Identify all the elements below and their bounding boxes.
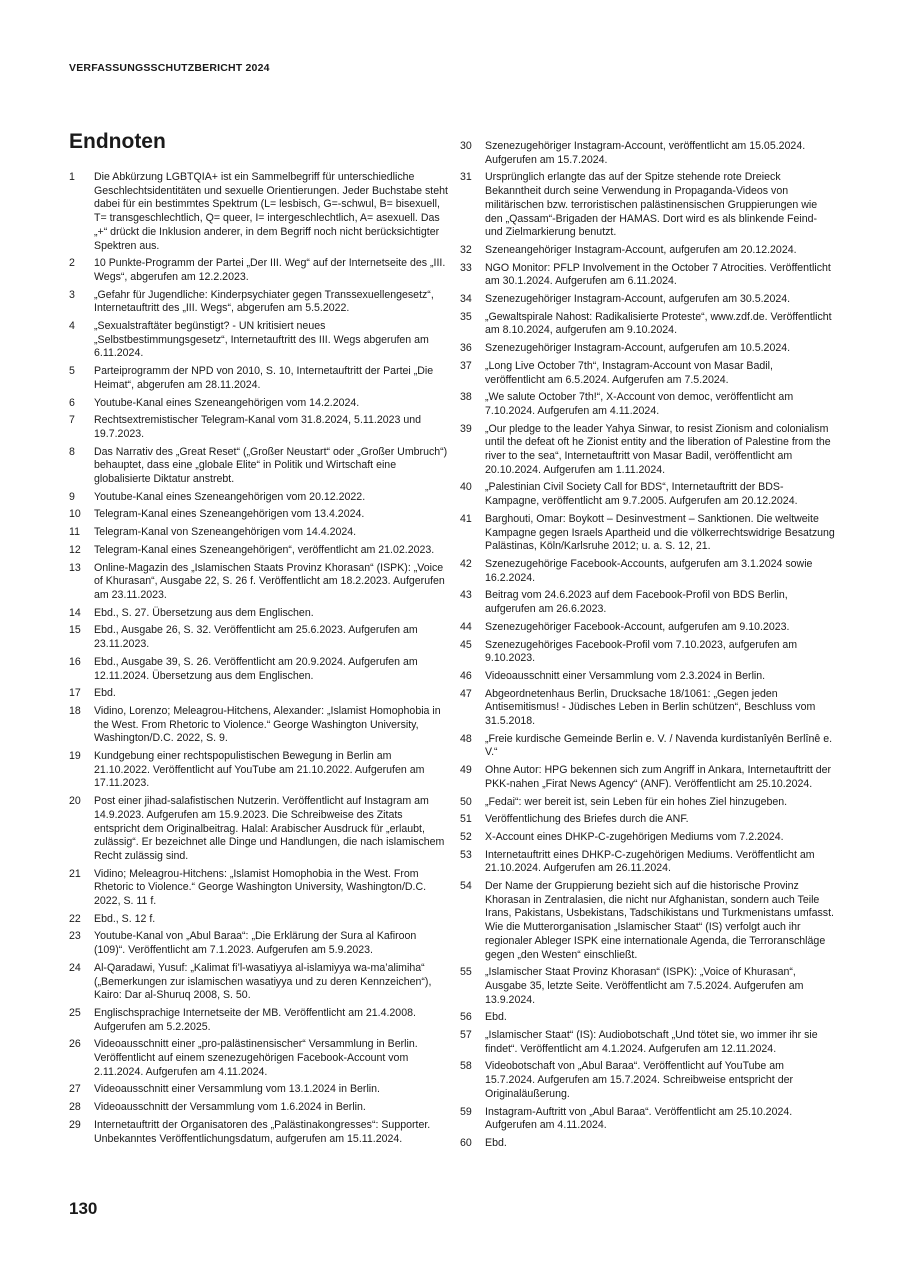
endnote-number: 45	[460, 638, 472, 651]
endnote-item	[69, 750, 449, 791]
endnote-text: Telegram-Kanal von Szeneangehörigen vom 14.4.2024.	[94, 526, 357, 539]
endnote-text: Online-Magazin des „Islamischen Staats Provinz Khorasan“ (ISPK): „Voice of Khurasan“, Ausgabe 22, S. 26 f. Veröffentlicht am 18.2.2023. Aufgerufen am 23.11.2023.	[94, 561, 445, 601]
endnote-number: 21	[69, 867, 81, 880]
endnote-item	[460, 391, 835, 418]
endnote-item	[460, 1106, 835, 1133]
endnote-item	[69, 705, 449, 746]
endnote-text: Kundgebung einer rechtspopulistischen Bewegung in Berlin am 21.10.2022. Veröffentlicht auf YouTube am 21.10.2022. Aufgerufen am 17.11.2023.	[94, 750, 425, 790]
endnote-item	[460, 1060, 835, 1101]
endnote-number: 54	[460, 880, 472, 893]
endnote-item	[69, 687, 449, 701]
endnote-item	[460, 140, 835, 167]
endnote-number: 2	[69, 257, 75, 270]
endnote-number: 19	[69, 750, 81, 763]
endnote-item	[460, 849, 835, 876]
endnote-number: 60	[460, 1137, 472, 1149]
endnote-number: 16	[69, 655, 81, 668]
endnote-number: 26	[69, 1038, 81, 1051]
endnote-item	[69, 795, 449, 864]
endnote-item	[460, 244, 835, 258]
endnote-text: Youtube-Kanal eines Szeneangehörigen vom 20.12.2022.	[94, 490, 366, 503]
endnote-text: Videoausschnitt einer Versammlung vom 13.1.2024 in Berlin.	[94, 1083, 380, 1096]
endnote-number: 8	[69, 445, 75, 458]
endnote-text: Instagram-Auftritt von „Abul Baraa“. Veröffentlicht am 25.10.2024. Aufgerufen am 4.11.2024.	[485, 1105, 793, 1132]
endnote-text: „Long Live October 7th“, Instagram-Account von Masar Badil, veröffentlicht am 6.5.2024. Aufgerufen am 7.5.2024.	[485, 359, 773, 386]
endnote-number: 9	[69, 490, 75, 503]
endnote-item	[69, 397, 449, 411]
endnote-text: Szeneangehöriger Instagram-Account, aufgerufen am 20.12.2024.	[485, 243, 797, 256]
endnote-item	[69, 930, 449, 957]
endnote-text: Post einer jihad-salafistischen Nutzerin. Veröffentlicht auf Instagram am 14.9.2023. Aufgerufen am 15.9.2023. Die Schreibweise des Zitats entspricht dem Originalbeitrag. Halal: Arabischer Ausdruck für „erlaubt, zulässig“. Er bezeichnet alle Dinge und Handlungen, die nach islamischem Recht zulässig sind.	[94, 795, 445, 862]
endnote-text: Videoausschnitt einer Versammlung vom 2.3.2024 in Berlin.	[485, 669, 766, 682]
endnote-item	[460, 262, 835, 289]
endnote-text: „Islamischer Staat Provinz Khorasan“ (ISPK): „Voice of Khurasan“, Ausgabe 35, letzte Seite. Veröffentlicht am 7.5.2024. Aufgerufen am 13.9.2024.	[485, 966, 804, 1006]
endnote-text: 10 Punkte-Programm der Partei „Der III. Weg“ auf der Internetseite des „III. Wegs“, abgerufen am 12.2.2023.	[94, 257, 446, 283]
endnote-text: Die Abkürzung LGBTQIA+ ist ein Sammelbegriff für unterschiedliche Geschlechtsidentitäten und sexuelle Orientierungen. Jeder Buchstabe steht dabei für ein bestimmtes Spektrum (L= lesbisch, G=-schwul, B= bisexuell, T= transgeschlechtlich, Q= queer, I= intergeschlechtlich, A= asexuell. Das „+“ drückt die Inklusion anderer, in dem Begriff noch nicht berücksichtigter Spektren aus.	[94, 171, 448, 252]
endnote-number: 32	[460, 243, 472, 256]
endnotes-left-column	[69, 171, 449, 1150]
endnote-number: 22	[69, 912, 81, 925]
endnote-number: 50	[460, 795, 472, 808]
endnote-number: 53	[460, 848, 472, 861]
endnote-item	[460, 293, 835, 307]
endnote-item	[69, 624, 449, 651]
endnote-text: Ebd., S. 27. Übersetzung aus dem Englischen.	[94, 606, 314, 619]
endnote-number: 56	[460, 1011, 472, 1024]
endnote-number: 34	[460, 293, 472, 306]
endnote-text: Barghouti, Omar: Boykott – Desinvestment – Sanktionen. Die weltweite Kampagne gegen Israels Apartheid und die völkerrechtswidrige Besatzung Palästinas, Köln/Karlsruhe 2012; u. a. S. 12, 21.	[485, 512, 835, 553]
endnote-text: Vidino; Meleagrou-Hitchens: „Islamist Homophobia in the West. From Rhetoric to Violence.“ George Washington University, Washington/D.C. 2022, S. 11 f.	[94, 867, 427, 908]
endnote-number: 17	[69, 687, 81, 700]
endnote-text: „We salute October 7th!“, X-Account von democ, veröffentlicht am 7.10.2024. Aufgerufen am 4.11.2024.	[485, 391, 794, 417]
endnote-number: 11	[69, 526, 80, 539]
endnote-text: Al-Qaradawi, Yusuf: „Kalimat fi’l-wasatiyya al-islamiyya wa-ma’alimiha“ („Bemerkungen zur islamischen wasatiyya und zu deren Kennzeichen“), Kairo: Dar al-Shuruq 2008, S. 50.	[94, 961, 432, 1002]
endnote-number: 29	[69, 1118, 81, 1131]
endnotes-right-column	[460, 140, 835, 1155]
endnote-text: Ursprünglich erlangte das auf der Spitze stehende rote Dreieck Bekanntheit durch seine Verwendung in Propaganda-Videos von militärischen bzw. terroristischen palästinensischen Gruppierungen wie den „Qassam“-Brigaden der HAMAS. Dort wird es als blinkende Feind- und Zielmarkierung benutzt.	[485, 171, 818, 239]
endnote-text: Der Name der Gruppierung bezieht sich auf die historische Provinz Khorasan in Zentralasien, die nicht nur Afghanistan, sondern auch Teile Irans, Pakistans, Usbekistans, Tadschikistans und Turkmenistans umfasst. Wie die Mutterorganisation „Islamischer Staat“ (IS) verfolgt auch ihr regionaler Ableger ISPK eine internationale Agenda, die Terroranschläge gegen „den Westen“ einschließt.	[485, 880, 834, 961]
endnote-item	[69, 1101, 449, 1115]
endnote-text: Videobotschaft von „Abul Baraa“. Veröffentlicht auf YouTube am 15.7.2024. Aufgerufen am 15.7.2024. Schreibweise entspricht der Originaläußerung.	[485, 1060, 794, 1100]
endnote-number: 27	[69, 1083, 81, 1096]
endnote-item	[460, 1011, 835, 1025]
endnote-number: 23	[69, 930, 81, 943]
endnote-item	[460, 733, 835, 760]
endnote-number: 33	[460, 261, 472, 274]
endnote-number: 4	[69, 320, 75, 333]
endnote-text: Szenezugehöriger Facebook-Account, aufgerufen am 9.10.2023.	[485, 620, 790, 633]
endnote-text: „Fedai“: wer bereit ist, sein Leben für ein hohes Ziel hinzugeben.	[485, 795, 788, 808]
endnote-item	[69, 365, 449, 392]
endnote-text: „Freie kurdische Gemeinde Berlin e. V. / Navenda kurdistanîyên Berlînê e. V.“	[485, 732, 833, 759]
endnote-number: 15	[69, 624, 81, 637]
endnote-number: 59	[460, 1105, 472, 1118]
running-header: VERFASSUNGSSCHUTZBERICHT 2024	[69, 62, 270, 74]
endnote-number: 46	[460, 669, 472, 682]
endnote-number: 40	[460, 481, 472, 494]
endnote-text: „Gewaltspirale Nahost: Radikalisierte Proteste“, www.zdf.de. Veröffentlicht am 8.10.2024, aufgerufen am 9.10.2024.	[485, 310, 832, 337]
endnote-text: Szenezugehöriger Instagram-Account, veröffentlicht am 15.05.2024. Aufgerufen am 15.7.2024.	[485, 140, 806, 166]
endnote-number: 36	[460, 342, 472, 355]
endnote-number: 1	[69, 171, 75, 183]
endnote-item	[69, 913, 449, 927]
endnote-text: Vidino, Lorenzo; Meleagrou-Hitchens, Alexander: „Islamist Homophobia in the West. From Rhetoric to Violence.“ George Washington University, Washington/D.C. 2022, S. 9.	[94, 704, 441, 745]
endnote-text: „Palestinian Civil Society Call for BDS“, Internetauftritt der BDS-Kampagne, veröffentlicht am 9.7.2005. Aufgerufen am 20.12.2024.	[485, 481, 798, 508]
endnote-number: 28	[69, 1101, 81, 1114]
endnote-text: Internetauftritt eines DHKP-C-zugehörigen Mediums. Veröffentlicht am 21.10.2024. Aufgerufen am 26.11.2024.	[485, 848, 815, 875]
endnote-text: Videoausschnitt der Versammlung vom 1.6.2024 in Berlin.	[94, 1101, 366, 1114]
endnote-item	[460, 764, 835, 791]
endnote-item	[69, 1083, 449, 1097]
endnote-item	[69, 414, 449, 441]
endnote-text: „Sexualstraftäter begünstigt? - UN kritisiert neues „Selbstbestimmungsgesetz“, Internetauftritt des III. Wegs abgerufen am 6.11.2024.	[94, 320, 429, 360]
endnote-text: „Gefahr für Jugendliche: Kinderpsychiater gegen Transsexuellengesetz“, Internetauftritt des „III. Wegs“, abgerufen am 5.5.2022.	[94, 288, 434, 315]
endnote-item	[69, 1038, 449, 1079]
endnote-item	[460, 880, 835, 962]
endnote-text: Ebd., Ausgabe 39, S. 26. Veröffentlicht am 20.9.2024. Aufgerufen am 12.11.2024. Übersetzung aus dem Englischen.	[94, 655, 418, 682]
endnote-item	[460, 311, 835, 338]
endnote-text: Szenezugehöriges Facebook-Profil vom 7.10.2023, aufgerufen am 9.10.2023.	[485, 638, 798, 665]
endnote-item	[69, 526, 449, 540]
endnote-text: Youtube-Kanal von „Abul Baraa“: „Die Erklärung der Sura al Kafiroon (109)“. Veröffentlicht am 7.1.2023. Aufgerufen am 5.9.2023.	[94, 930, 417, 957]
endnote-text: Beitrag vom 24.6.2023 auf dem Facebook-Profil von BDS Berlin, aufgerufen am 26.6.2023.	[485, 589, 788, 616]
endnote-item	[460, 621, 835, 635]
endnote-text: Videoausschnitt einer „pro-palästinensischer“ Versammlung in Berlin. Veröffentlicht auf einem szenezugehörigen Facebook-Account vom 2.11.2024. Aufgerufen am 4.11.2024.	[94, 1038, 418, 1078]
endnote-text: Telegram-Kanal eines Szeneangehörigen“, veröffentlicht am 21.02.2023.	[94, 543, 435, 556]
endnote-number: 47	[460, 687, 472, 700]
endnote-item	[460, 1029, 835, 1056]
endnote-item	[460, 558, 835, 585]
endnote-text: X-Account eines DHKP-C-zugehörigen Mediums vom 7.2.2024.	[485, 830, 784, 843]
endnote-number: 6	[69, 396, 75, 409]
endnote-number: 30	[460, 140, 472, 152]
endnote-item	[460, 1137, 835, 1151]
endnote-text: Ohne Autor: HPG bekennen sich zum Angriff in Ankara, Internetauftritt der PKK-nahen „Firat News Agency“ (ANF). Veröffentlicht am 25.10.2024.	[485, 764, 832, 790]
endnote-text: „Our pledge to the leader Yahya Sinwar, to resist Zionism and colonialism until the defeat oft he Zionist entity and the liberation of Palestine from the river to the sea“, Internetauftritt von Masar Badil, veröffentlicht am 20.10.2024. Aufgerufen am 1.11.2024.	[485, 422, 831, 476]
endnote-item	[69, 868, 449, 909]
endnote-item	[460, 360, 835, 387]
endnote-text: Ebd., Ausgabe 26, S. 32. Veröffentlicht am 25.6.2023. Aufgerufen am 23.11.2023.	[94, 624, 418, 651]
endnote-text: Internetauftritt der Organisatoren des „Palästinakongresses“: Supporter. Unbekanntes Veröffentlichungsdatum, aufgerufen am 15.11.2024.	[94, 1118, 431, 1145]
endnote-number: 24	[69, 961, 81, 974]
endnote-text: Ebd.	[485, 1011, 507, 1024]
endnote-number: 20	[69, 795, 81, 808]
endnote-text: Youtube-Kanal eines Szeneangehörigen vom 14.2.2024.	[94, 396, 360, 409]
endnote-item	[69, 508, 449, 522]
endnote-text: Ebd.	[485, 1137, 507, 1149]
endnote-number: 41	[460, 512, 472, 525]
endnote-text: Szenezugehörige Facebook-Accounts, aufgerufen am 3.1.2024 sowie 16.2.2024.	[485, 557, 813, 584]
endnote-item	[69, 1007, 449, 1034]
endnote-item	[460, 342, 835, 356]
endnote-number: 14	[69, 606, 81, 619]
endnote-item	[460, 813, 835, 827]
endnote-number: 35	[460, 310, 472, 323]
endnote-item	[460, 481, 835, 508]
endnote-text: NGO Monitor: PFLP Involvement in the October 7 Atrocities. Veröffentlicht am 30.1.2024. Aufgerufen am 6.11.2024.	[485, 261, 831, 288]
endnote-text: Telegram-Kanal eines Szeneangehörigen vom 13.4.2024.	[94, 508, 365, 521]
endnote-number: 7	[69, 414, 75, 427]
endnote-number: 31	[460, 171, 472, 184]
endnote-number: 38	[460, 391, 472, 404]
endnote-number: 39	[460, 422, 472, 435]
endnote-number: 3	[69, 288, 75, 301]
endnote-item	[460, 831, 835, 845]
endnote-item	[69, 962, 449, 1003]
endnote-number: 5	[69, 365, 75, 378]
endnote-text: „Islamischer Staat“ (IS): Audiobotschaft „Und tötet sie, wo immer ihr sie findet“. Veröffentlicht am 4.1.2024. Aufgerufen am 12.11.2024.	[485, 1029, 818, 1055]
endnote-text: Szenezugehöriger Instagram-Account, aufgerufen am 30.5.2024.	[485, 293, 791, 306]
endnote-number: 13	[69, 561, 81, 574]
endnote-text: Ebd., S. 12 f.	[94, 912, 156, 925]
endnote-item	[460, 639, 835, 666]
endnote-item	[460, 513, 835, 554]
endnote-item	[69, 607, 449, 621]
endnote-item	[69, 446, 449, 487]
endnote-item	[69, 544, 449, 558]
endnote-text: Das Narrativ des „Great Reset“ („Großer Neustart“ oder „Großer Umbruch“) behauptet, dass eine „globale Elite“ in Politik und Wirtschaft eine globalisierte Diktatur anstrebt.	[94, 445, 448, 486]
endnote-item	[460, 966, 835, 1007]
endnote-item	[69, 171, 449, 253]
endnote-number: 10	[69, 508, 81, 521]
endnote-item	[69, 562, 449, 603]
endnote-text: Szenezugehöriger Instagram-Account, aufgerufen am 10.5.2024.	[485, 342, 791, 355]
endnote-item	[460, 670, 835, 684]
endnote-number: 18	[69, 704, 81, 717]
endnote-number: 57	[460, 1029, 472, 1042]
endnote-number: 51	[460, 813, 472, 826]
endnote-item	[460, 796, 835, 810]
endnote-item	[69, 257, 449, 284]
endnote-number: 48	[460, 732, 472, 745]
endnote-text: Parteiprogramm der NPD von 2010, S. 10, Internetauftritt der Partei „Die Heimat“, abgerufen am 28.11.2024.	[94, 365, 434, 391]
endnote-item	[460, 589, 835, 616]
endnote-text: Ebd.	[94, 687, 116, 700]
endnote-number: 43	[460, 589, 472, 602]
endnote-item	[460, 688, 835, 729]
endnote-text: Englischsprachige Internetseite der MB. Veröffentlicht am 21.4.2008. Aufgerufen am 5.2.2025.	[94, 1006, 416, 1033]
endnote-number: 42	[460, 557, 472, 570]
endnote-number: 52	[460, 830, 472, 843]
endnote-item	[460, 423, 835, 478]
endnote-number: 49	[460, 764, 472, 777]
endnote-item	[69, 320, 449, 361]
endnote-item	[69, 491, 449, 505]
page-number: 130	[69, 1199, 98, 1218]
endnote-number: 58	[460, 1060, 472, 1073]
endnote-text: Rechtsextremistischer Telegram-Kanal vom 31.8.2024, 5.11.2023 und 19.7.2023.	[94, 414, 422, 440]
endnote-number: 55	[460, 966, 472, 979]
endnote-item	[69, 289, 449, 316]
endnote-number: 25	[69, 1006, 81, 1019]
endnote-text: Veröffentlichung des Briefes durch die ANF.	[485, 813, 689, 826]
endnote-item	[69, 1119, 449, 1146]
endnote-number: 44	[460, 620, 472, 633]
endnote-item	[69, 656, 449, 683]
page-title: Endnoten	[69, 130, 166, 153]
endnote-number: 12	[69, 543, 81, 556]
endnote-item	[460, 171, 835, 240]
endnote-text: Abgeordnetenhaus Berlin, Drucksache 18/1061: „Gegen jeden Antisemitismus! - Jüdisches Leben in Berlin schützen“, Beschluss vom 31.5.2018.	[485, 687, 816, 728]
endnote-number: 37	[460, 359, 472, 372]
